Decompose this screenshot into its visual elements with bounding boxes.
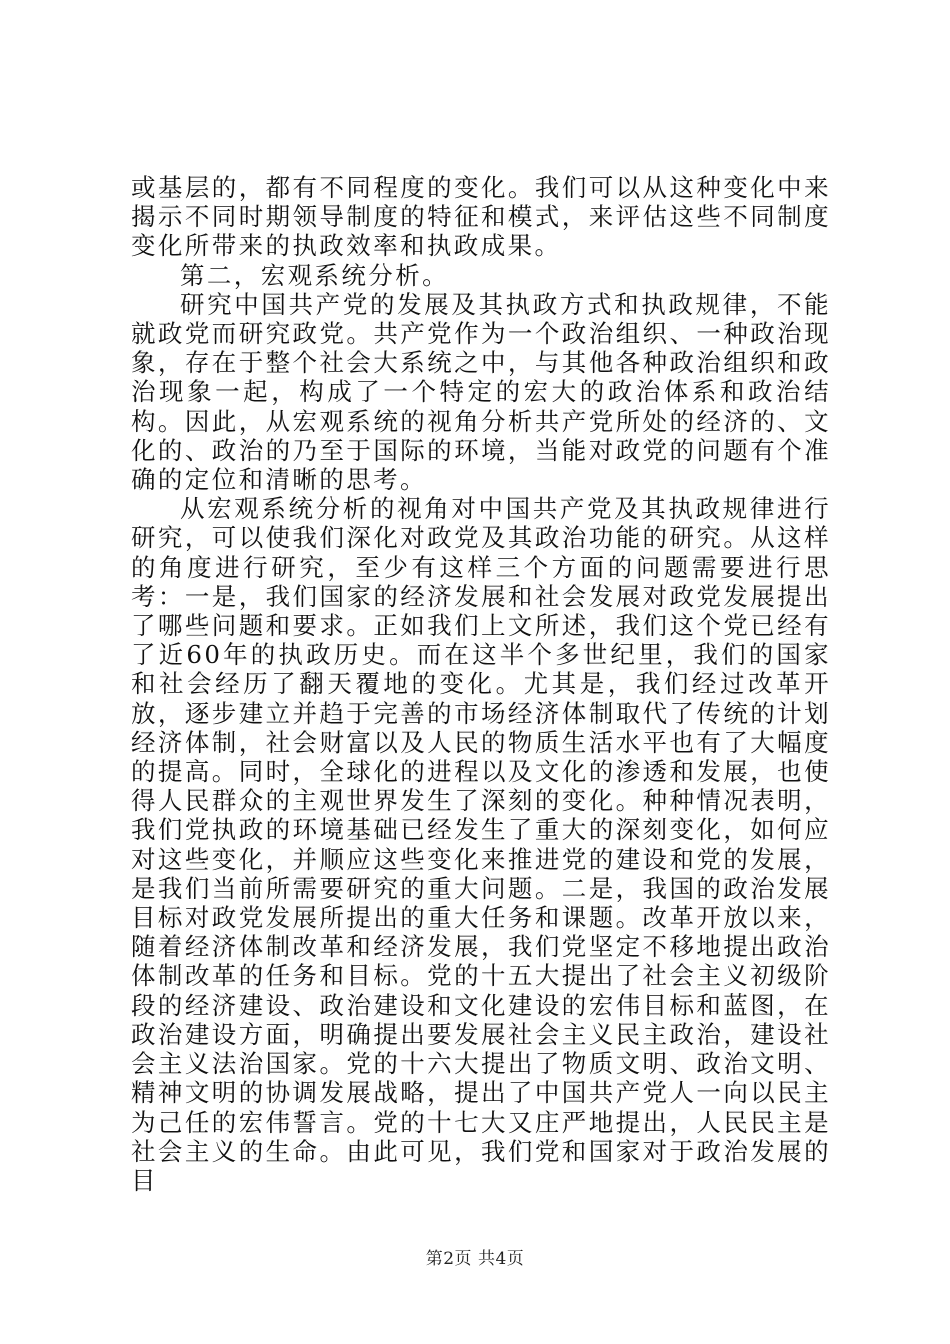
paragraph-2-heading: 第二，宏观系统分析。 [180, 260, 449, 290]
page-number-footer: 第2页 共4页 [425, 1249, 525, 1269]
paragraph-4: 从宏观系统分析的视角对中国共产党及其执政规律进行研究，可以使我们深化对政党及其政治功能的研究。从这样的角度进行研究，至少有这样三个方面的问题需要进行思考：一是，我们国家的经济发展和社会发展对政党发展提出了哪些问题和要求。正如我们上文所述，我们这个党已经有了近60年的执政历史。而在这半个多世纪里，我们的国家和社会经历了翻天覆地的变化。尤其是，我们经过改革开放，逐步建立并趋于完善的市场经济体制取代了传统的计划经济体制，社会财富以及人民的物质生活水平也有了大幅度的提高。同时，全球化的进程以及文化的渗透和发展，也使得人民群众的主观世界发生了深刻的变化。种种情况表明，我们党执政的环境基础已经发生了重大的深刻变化，如何应对这些变化，并顺应这些变化来推进党的建设和党的发展，是我们当前所需要研究的重大问题。二是，我国的政治发展目标对政党发展所提出的重大任务和课题。改革开放以来，随着经济体制改革和经济发展，我们党坚定不移地提出政治体制改革的任务和目标。党的十五大提出了社会主义初级阶段的经济建设、政治建设和文化建设的宏伟目标和蓝图，在政治建设方面，明确提出要发展社会主义民主政治，建设社会主义法治国家。党的十六大提出了物质文明、政治文明、精神文明的协调发展战略，提出了中国共产党人一向以民主为己任的宏伟誓言。党的十七大又庄严地提出，人民民主是社会主义的生命。由此可见，我们党和国家对于政治发展的目 [131, 494, 831, 1195]
paragraph-1: 或基层的，都有不同程度的变化。我们可以从这种变化中来揭示不同时期领导制度的特征和模式，来评估这些不同制度变化所带来的执政效率和执政成果。 [131, 173, 831, 261]
document-body [131, 173, 831, 1195]
paragraph-3: 研究中国共产党的发展及其执政方式和执政规律，不能就政党而研究政党。共产党作为一个政治组织、一种政治现象，存在于整个社会大系统之中，与其他各种政治组织和政治现象一起，构成了一个特定的宏大的政治体系和政治结构。因此，从宏观系统的视角分析共产党所处的经济的、文化的、政治的乃至于国际的环境，当能对政党的问题有个准确的定位和清晰的思考。 [131, 289, 831, 495]
